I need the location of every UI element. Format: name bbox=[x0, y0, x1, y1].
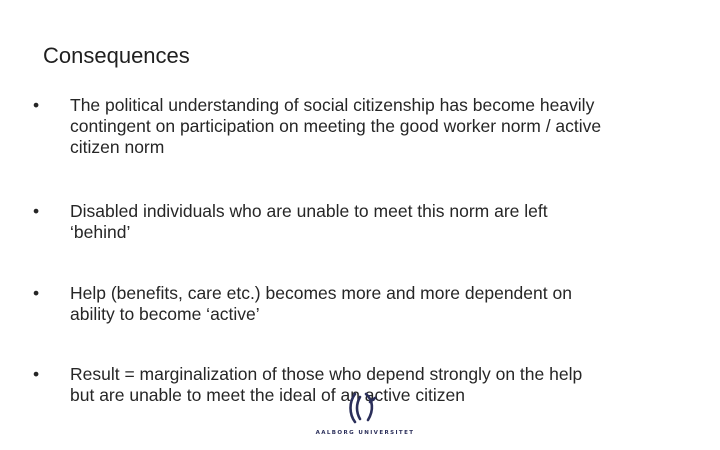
bullet-2-line-2: ‘behind’ bbox=[70, 222, 131, 242]
logo-text: AALBORG UNIVERSITET bbox=[315, 430, 415, 436]
bullet-4-line-2: but are unable to meet the ideal of an active citizen bbox=[70, 385, 465, 405]
bullet-text-2 bbox=[70, 201, 690, 243]
bullet-1-line-1: The political understanding of social citizenship has become heavily bbox=[70, 95, 595, 115]
bullet-1-line-2: contingent on participation on meeting the good worker norm / active bbox=[70, 116, 602, 136]
bullet-2-line-1: Disabled individuals who are unable to meet this norm are left bbox=[70, 201, 548, 221]
bullet-marker: • bbox=[33, 283, 40, 303]
bullet-marker: • bbox=[33, 201, 40, 221]
bullet-3-line-1: Help (benefits, care etc.) becomes more and more dependent on bbox=[70, 283, 572, 303]
bullet-marker: • bbox=[33, 95, 40, 115]
bullet-4-line-1: Result = marginalization of those who depend strongly on the help bbox=[70, 364, 583, 384]
bullet-marker: • bbox=[33, 364, 40, 384]
bullet-text-1 bbox=[70, 95, 690, 158]
slide-title: Consequences bbox=[43, 43, 190, 68]
aalborg-university-logo-icon bbox=[346, 390, 380, 426]
bullet-3-line-2: ability to become ‘active’ bbox=[70, 304, 260, 324]
university-logo bbox=[310, 390, 420, 440]
bullet-1-line-3: citizen norm bbox=[70, 137, 165, 157]
bullet-text-3 bbox=[70, 283, 690, 325]
